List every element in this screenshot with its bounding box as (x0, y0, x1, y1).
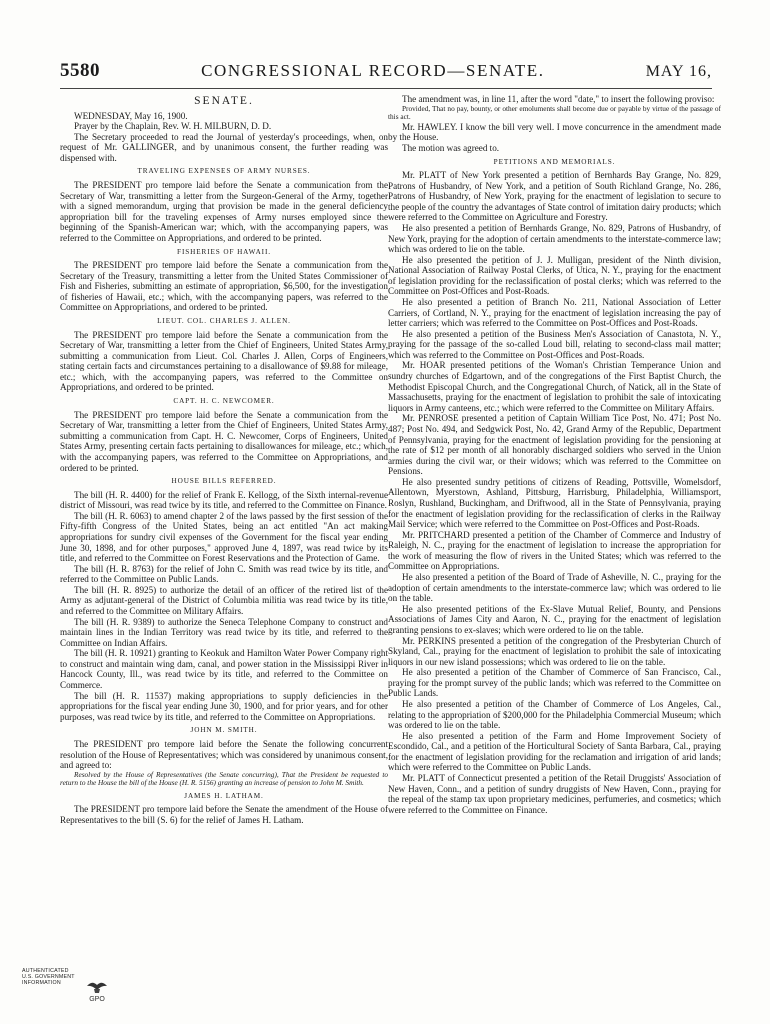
petition-paragraph: Mr. HOAR presented petitions of the Woman's Christian Temperance Union and sundry churches of Edgartown, and of the congregations of the First Baptist Church, the Methodist Episcopal Church, and the Congregational Church, of Natick, all in the State of Massachusetts, praying for the enactment of legislation to prohibit the sale of intoxicating liquors in Army canteens, etc.; which were referred to the Committee on Military Affairs. (388, 360, 721, 413)
petition-paragraph: Mr. PLATT of New York presented a petition of Bernhards Bay Grange, No. 829, Patrons of Husbandry, of New York, and a petition of South Richland Grange, No. 286, Patrons of Husbandry, of New York, praying for the enactment of legislation to secure to the people of the country the advantages of State control of imitation dairy products; which were referred to the Committee on Agriculture and Forestry. (388, 170, 721, 223)
page-date: MAY 16, (645, 63, 712, 80)
header-rule (60, 88, 712, 89)
petition-paragraph: He also presented a petition of the Farm and Home Improvement Society of Escondido, Cal., and a petition of the Horticultural Society of Santa Barbara, Cal., praying for the enactment of legislation providing for the reclamation and irrigation of arid lands; which were referred to the Committee on Public Lands. (388, 730, 721, 773)
petition-paragraph: He also presented the petition of J. J. Mulligan, president of the Ninth division, National Association of Railway Postal Clerks, of Utica, N. Y., praying for the enactment of legislation providing for the reclassification of postal clerks; which was referred to the Committee on Post-Offices and Post-Roads. (388, 254, 721, 297)
subheading-army-nurses: TRAVELING EXPENSES OF ARMY NURSES. (137, 167, 311, 176)
petition-paragraph: He also presented a petition of Bernhards Grange, No. 829, Patrons of Husbandry, of New York, praying for the adoption of certain amendments to the interstate-commerce law; which was ordered to lie on the table. (388, 222, 721, 255)
paragraph-bill: The bill (H. R. 11537) making appropriations to supply deficiencies in the appropriations for the fiscal year ending June 30, 1900, and for prior years, and for other purposes, was read twice by its title, and referred to the Committee on Appropriations. (60, 690, 388, 722)
subheading-smith: JOHN M. SMITH. (190, 726, 258, 735)
section-heading: SENATE. (194, 95, 254, 107)
petition-paragraph: Mr. PENROSE presented a petition of Captain William Tice Post, No. 471; Post No. 487; Post No. 494, and Sedgwick Post, No. 42, Grand Army of the Republic, Department of Pennsylvania, praying for the enactment of legislation providing for the pensioning at the rate of $12 per month of all honorably discharged soldiers who served in the Union armies during the civil war, or their widows; which was referred to the Committee on Pensions. (388, 413, 721, 477)
petition-paragraph: He also presented a petition of the Chamber of Commerce of Los Angeles, Cal., relating to the appropriation of $200,000 for the Philadelphia Commercial Museum; which was ordered to lie on the table. (388, 698, 721, 731)
subheading-fisheries-hawaii: FISHERIES OF HAWAII. (177, 247, 271, 256)
page-number: 5580 (60, 60, 100, 81)
paragraph-smith: The PRESIDENT pro tempore laid before the Senate the following concurrent resolution of the House of Representatives; which was considered by unanimous consent, and agreed to: (60, 738, 388, 771)
page-header (60, 60, 712, 86)
page-title: CONGRESSIONAL RECORD—SENATE. (201, 61, 545, 80)
paragraph-amendment: The amendment was, in line 11, after the word "date," to insert the following proviso: (402, 94, 715, 104)
petition-paragraph: Mr. PERKINS presented a petition of the congregation of the Presbyterian Church of Skyland, Cal., praying for the enactment of legislation to prohibit the sale of intoxicating liquors in our new island possessions; which was ordered to lie on the table. (388, 635, 721, 667)
subheading-house-bills: HOUSE BILLS REFERRED. (171, 477, 277, 486)
petition-paragraph: He also presented petitions of the Ex-Slave Mutual Relief, Bounty, and Pensions Associations of James City and Aaron, N. C., praying for the enactment of legislation granting pensions to ex-slaves; which were ordered to lie on the table. (388, 603, 721, 635)
gpo-eagle-seal-icon (84, 978, 110, 1004)
petition-paragraph: Mr. PLATT of Connecticut presented a petition of the Retail Druggists' Association of New Haven, Conn., and a petition of sundry druggists of New Haven, Conn., praying for the repeal of the stamp tax upon proprietary medicines, perfumeries, and cosmetics; which were referred to the Committee on Finance. (388, 773, 721, 815)
prayer-paragraph: Prayer by the Chaplain, Rev. W. H. MILBURN, D. D. (74, 121, 272, 132)
left-column (60, 94, 388, 826)
stamp-text (22, 968, 132, 986)
subheading-newcomer: CAPT. H. C. NEWCOMER. (173, 397, 275, 406)
right-column (388, 94, 721, 815)
stamp-line: AUTHENTICATED (22, 968, 69, 974)
paragraph-fisheries-hawaii: The PRESIDENT pro tempore laid before the Senate a communication from the Secretary of the Treasury, transmitting a letter from the United States Commissioner of Fish and Fisheries, submitting an estimate of appropriation, $6,500, for the investigation of fisheries of Hawaii, etc.; which, with the accompanying papers, was referred to the Committee on Appropriations, and ordered to be printed. (60, 260, 388, 313)
stamp-line: INFORMATION (22, 980, 61, 986)
gpo-label: GPO (89, 996, 105, 1003)
paragraph-bill: The bill (H. R. 9389) to authorize the Seneca Telephone Company to construct and maintain lines in the Indian Territory was read twice by its title, and referred to the Committee on Indian Affairs. (60, 616, 388, 648)
subheading-allen: LIEUT. COL. CHARLES J. ALLEN. (157, 316, 291, 325)
paragraph-latham: The PRESIDENT pro tempore laid before the Senate the amendment of the House of Representatives to the bill (S. 6) for the relief of James H. Latham. (60, 804, 388, 826)
resolution-text: Resolved by the House of Representatives (the Senate concurring), That the President be requested to return to the House the bill of the House (H. R. 5156) granting an increase of pension to John M. Smith. (60, 769, 388, 788)
dateline: WEDNESDAY, May 16, 1900. (74, 110, 188, 121)
paragraph-hawley: Mr. HAWLEY. I know the bill very well. I move concurrence in the amendment made by the House. (388, 121, 721, 143)
paragraph-motion: The motion was agreed to. (402, 142, 500, 153)
paragraph-bill: The bill (H. R. 8925) to authorize the detail of an officer of the retired list of the Army as adjutant-general of the District of Columbia militia was read twice by its title, and referred to the Committee on Military Affairs. (60, 584, 388, 617)
petition-paragraph: He also presented a petition of the Business Men's Association of Canastota, N. Y., praying for the passage of the so-called Loud bill, relating to second-class mail matter; which was referred to the Committee on Post-Offices and Post-Roads. (388, 328, 721, 360)
petition-paragraph: He also presented a petition of the Chamber of Commerce of San Francisco, Cal., praying for the prompt survey of the public lands; which was referred to the Committee on Public Lands. (388, 667, 721, 699)
paragraph-bill: The bill (H. R. 6063) to amend chapter 2 of the laws passed by the first session of the Fifty-fifth Congress of the United States, being an act entitled "An act making appropriations for sundry civil expenses of the Government for the fiscal year ending June 30, 1898, and for other purposes," approved June 4, 1897, was read twice by its title, and referred to the Committee on Forest Reservations and the Protection of Game. (60, 510, 388, 564)
proviso-text: Provided, That no pay, bounty, or other emoluments shall become due or payable by virtue of the passage of this act. (388, 103, 721, 122)
petition-paragraph: Mr. PRITCHARD presented a petition of the Chamber of Commerce and Industry of Raleigh, N. C., praying for the enactment of legislation to increase the appropriation for the work of measuring the flow of rivers in the United States; which was referred to the Committee on Appropriations. (388, 529, 721, 572)
stamp-line: U.S. GOVERNMENT (22, 974, 75, 980)
journal-paragraph: The Secretary proceeded to read the Journal of yesterday's proceedings, when, on request of Mr. GALLINGER, and by unanimous consent, the further reading was dispensed with. (60, 131, 388, 163)
paragraph-newcomer: The PRESIDENT pro tempore laid before the Senate a communication from the Secretary of War, transmitting a letter from the Chief of Engineers, United States Army, submitting a communication from Capt. H. C. Newcomer, Corps of Engineers, United States Army, presenting certain facts pertaining to disallowances for mileage, etc.; which, with the accompanying papers, was referred to the Committee on Appropriations, and ordered to be printed. (60, 409, 388, 473)
subheading-petitions: PETITIONS AND MEMORIALS. (493, 157, 616, 166)
petition-paragraph: He also presented sundry petitions of citizens of Reading, Pottsville, Womelsdorf, Allentown, Myerstown, Ashland, Pittsburg, Harrisburg, Philadelphia, Williamsport, Roslyn, Rushland, Buckingham, and Driftwood, all in the State of Pennsylvania, praying for the enactment of legislation providing for the reclassification of clerks in the Railway Mail Service; which were referred to the Committee on Post-Offices and Post-Roads. (388, 476, 721, 530)
paragraph-bill: The bill (H. R. 10921) granting to Keokuk and Hamilton Water Power Company right to construct and maintain wing dam, canal, and power station in the Mississippi River in Hancock County, Ill., was read twice by its title, and referred to the Committee on Commerce. (60, 648, 388, 691)
subheading-latham: JAMES H. LATHAM. (184, 791, 264, 800)
paragraph-army-nurses: The PRESIDENT pro tempore laid before the Senate a communication from the Secretary of War, transmitting a letter from the Surgeon-General of the Army, together with a signed memorandum, urging that provision be made in the general deficiency appropriation bill for the traveling expenses of Army nurses employed since the beginning of the Spanish-American war; which, with the accompanying papers, was referred to the Committee on Appropriations, and ordered to be printed. (60, 180, 388, 243)
petition-paragraph: He also presented a petition of the Board of Trade of Asheville, N. C., praying for the adoption of certain amendments to the interstate-commerce law; which was ordered to lie on the table. (388, 572, 721, 604)
paragraph-bill: The bill (H. R. 8763) for the relief of John C. Smith was read twice by its title, and referred to the Committee on Public Lands. (60, 563, 388, 585)
paragraph-bill: The bill (H. R. 4400) for the relief of Frank E. Kellogg, of the Sixth internal-revenue district of Missouri, was read twice by its title, and referred to the Committee on Finance. (60, 489, 388, 511)
petition-paragraph: He also presented a petition of Branch No. 211, National Association of Letter Carriers, of Cortland, N. Y., praying for the enactment of legislation increasing the pay of letter carriers; which was referred to the Committee on Post-Offices and Post-Roads. (388, 297, 721, 329)
authentication-stamp (22, 968, 132, 1008)
paragraph-allen: The PRESIDENT pro tempore laid before the Senate a communication from the Secretary of War, transmitting a letter from the Chief of Engineers, United States Army, submitting a communication from Lieut. Col. Charles J. Allen, Corps of Engineers, stating certain facts and circumstances pertaining to a disallowance of $9.88 for mileage, etc.; which, with the accompanying papers, was referred to the Committee on Appropriations, and ordered to be printed. (60, 329, 388, 393)
